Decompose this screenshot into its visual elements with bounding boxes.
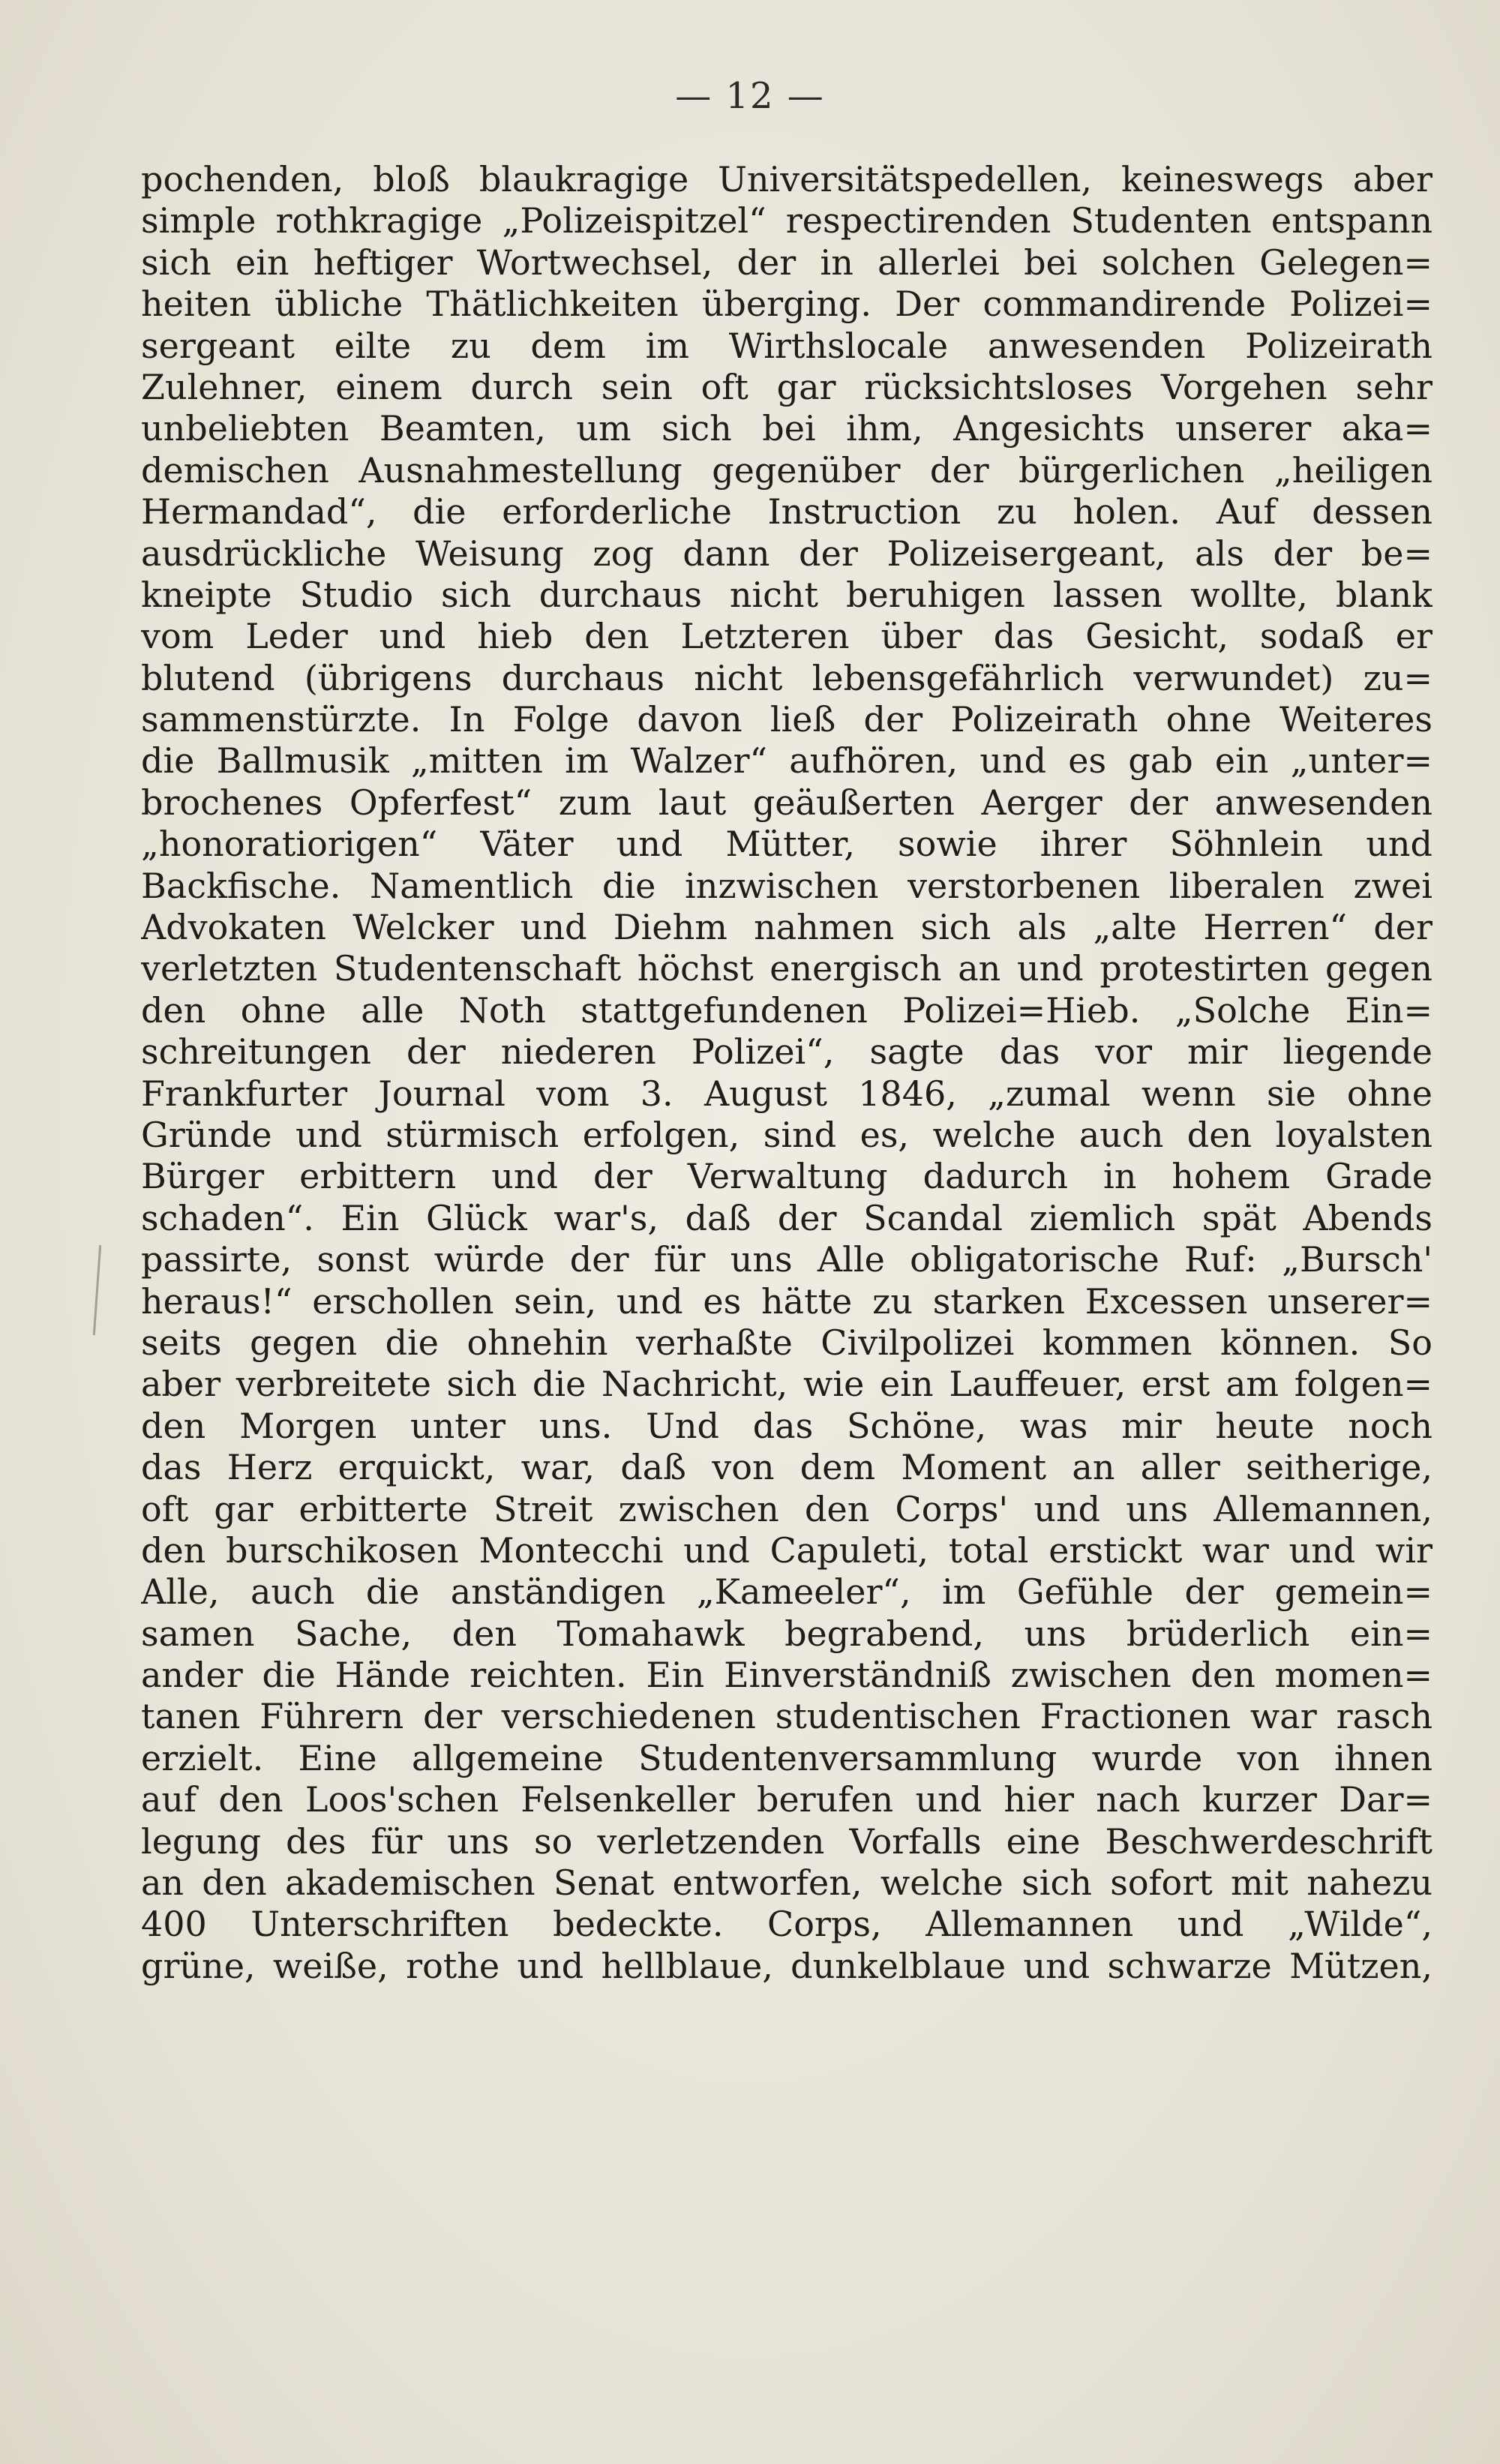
text-line: den ohne alle Noth stattgefundenen Polizei=Hieb. „Solche Ein= <box>141 989 1432 1031</box>
text-line: grüne, weiße, rothe und hellblaue, dunkelblaue und schwarze Mützen, <box>141 1945 1432 1986</box>
text-line: ausdrückliche Weisung zog dann der Polizeisergeant, als der be= <box>141 533 1432 574</box>
text-line: 400 Unterschriften bedeckte. Corps, Allemannen und „Wilde“, <box>141 1904 1432 1945</box>
text-line: Hermandad“, die erforderliche Instruction zu holen. Auf dessen <box>141 491 1432 533</box>
text-line: Bürger erbittern und der Verwaltung dadurch in hohem Grade <box>141 1156 1432 1197</box>
body-text <box>141 159 1432 1987</box>
text-line: heiten übliche Thätlichkeiten überging. Der commandirende Polizei= <box>141 284 1432 325</box>
text-line: tanen Führern der verschiedenen studentischen Fractionen war rasch <box>141 1696 1432 1737</box>
text-line: das Herz erquickt, war, daß von dem Moment an aller seitherige, <box>141 1447 1432 1488</box>
text-line: aber verbreitete sich die Nachricht, wie ein Lauffeuer, erst am folgen= <box>141 1364 1432 1405</box>
text-line: Backfische. Namentlich die inzwischen verstorbenen liberalen zwei <box>141 865 1432 906</box>
margin-pencil-mark <box>93 1245 101 1335</box>
text-line: samen Sache, den Tomahawk begrabend, uns brüderlich ein= <box>141 1613 1432 1654</box>
text-line: kneipte Studio sich durchaus nicht beruhigen lassen wollte, blank <box>141 574 1432 615</box>
text-line: oft gar erbitterte Streit zwischen den Corps' und uns Allemannen, <box>141 1488 1432 1529</box>
text-line: passirte, sonst würde der für uns Alle obligatorische Ruf: „Bursch' <box>141 1239 1432 1280</box>
text-line: simple rothkragige „Polizeispitzel“ respectirenden Studenten entspann <box>141 200 1432 242</box>
text-line: Gründe und stürmisch erfolgen, sind es, welche auch den loyalsten <box>141 1114 1432 1155</box>
text-line: den Morgen unter uns. Und das Schöne, was mir heute noch <box>141 1405 1432 1446</box>
text-line: an den akademischen Senat entworfen, welche sich sofort mit nahezu <box>141 1862 1432 1904</box>
text-line: sergeant eilte zu dem im Wirthslocale anwesenden Polizeirath <box>141 325 1432 366</box>
page-number: — 12 — <box>675 75 825 117</box>
text-line: schaden“. Ein Glück war's, daß der Scandal ziemlich spät Abends <box>141 1197 1432 1238</box>
text-line: heraus!“ erschollen sein, und es hätte zu starken Excessen unserer= <box>141 1280 1432 1322</box>
text-line: sammenstürzte. In Folge davon ließ der Polizeirath ohne Weiteres <box>141 699 1432 740</box>
text-line: „honoratiorigen“ Väter und Mütter, sowie ihrer Söhnlein und <box>141 824 1432 865</box>
text-line: legung des für uns so verletzenden Vorfalls eine Beschwerdeschrift <box>141 1820 1432 1862</box>
text-line: ander die Hände reichten. Ein Einverständniß zwischen den momen= <box>141 1655 1432 1696</box>
text-line: verletzten Studentenschaft höchst energisch an und protestirten gegen <box>141 948 1432 989</box>
text-line: unbeliebten Beamten, um sich bei ihm, Angesichts unserer aka= <box>141 408 1432 449</box>
text-line: Zulehner, einem durch sein oft gar rücksichtsloses Vorgehen sehr <box>141 366 1432 407</box>
text-line: den burschikosen Montecchi und Capuleti, total erstickt war und wir <box>141 1529 1432 1571</box>
text-line: brochenes Opferfest“ zum laut geäußerten Aerger der anwesenden <box>141 782 1432 823</box>
text-line: auf den Loos'schen Felsenkeller berufen und hier nach kurzer Dar= <box>141 1779 1432 1820</box>
text-line: schreitungen der niederen Polizei“, sagte das vor mir liegende <box>141 1031 1432 1073</box>
text-line: vom Leder und hieb den Letzteren über das Gesicht, sodaß er <box>141 616 1432 657</box>
text-line: Frankfurter Journal vom 3. August 1846, „zumal wenn sie ohne <box>141 1073 1432 1114</box>
text-line: blutend (übrigens durchaus nicht lebensgefährlich verwundet) zu= <box>141 657 1432 698</box>
text-line: demischen Ausnahmestellung gegenüber der bürgerlichen „heiligen <box>141 449 1432 491</box>
text-line: Advokaten Welcker und Diehm nahmen sich als „alte Herren“ der <box>141 907 1432 948</box>
text-line: die Ballmusik „mitten im Walzer“ aufhören, und es gab ein „unter= <box>141 740 1432 782</box>
text-line: Alle, auch die anständigen „Kameeler“, im Gefühle der gemein= <box>141 1571 1432 1613</box>
text-line: pochenden, bloß blaukragige Universitätspedellen, keineswegs aber <box>141 159 1432 200</box>
text-line: seits gegen die ohnehin verhaßte Civilpolizei kommen können. So <box>141 1322 1432 1363</box>
text-line: sich ein heftiger Wortwechsel, der in allerlei bei solchen Gelegen= <box>141 242 1432 283</box>
text-line: erzielt. Eine allgemeine Studentenversammlung wurde von ihnen <box>141 1737 1432 1778</box>
